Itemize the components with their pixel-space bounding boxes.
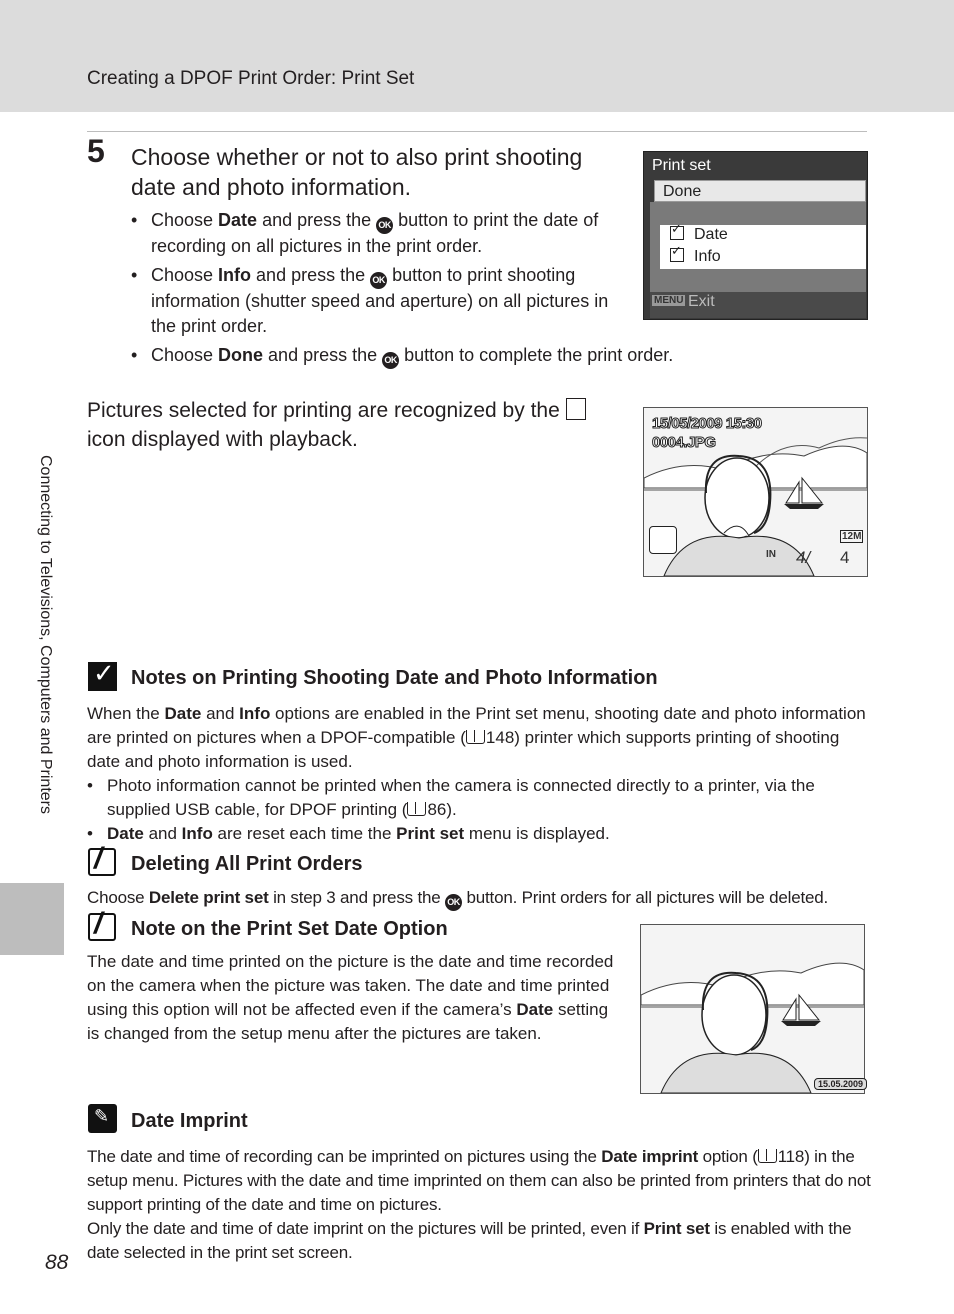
internal-memory-icon: IN	[766, 549, 776, 560]
page-number: 88	[45, 1251, 69, 1274]
camera-print-set-screen	[643, 151, 868, 320]
step-title: Choose whether or not to also print shooting date and photo information.	[131, 144, 583, 200]
step-bullet-info: • Choose Info and press the OK button to print shooting information (shutter speed and aperture) on all pictures in the print order.	[131, 263, 621, 339]
header-rule	[87, 131, 867, 132]
book-reference-icon	[758, 1149, 777, 1163]
playback-counter-total: 4	[840, 548, 850, 567]
print-order-icon	[649, 526, 677, 554]
notes-bullet-reset: • Date and Info are reset each time the Print set menu is displayed.	[87, 822, 867, 846]
pencil-note-icon	[88, 848, 116, 876]
notes-check-icon	[88, 662, 117, 691]
page-header-title: Creating a DPOF Print Order: Print Set	[87, 68, 415, 89]
date-imprint-paragraph-2: Only the date and time of date imprint on the pictures will be printed, even if Print set is enabled with the date selected in the print set screen.	[87, 1219, 852, 1262]
checkbox-checked-icon	[670, 248, 684, 262]
tip-icon	[88, 1104, 117, 1133]
ok-button-icon: OK	[376, 217, 393, 234]
menu-button-icon: MENU	[654, 295, 684, 306]
ok-button-icon: OK	[370, 272, 387, 289]
camera-info-option: ✓Info	[670, 248, 721, 266]
pencil-note-icon	[88, 913, 116, 941]
ok-button-icon: OK	[382, 352, 399, 369]
camera-date-option: ✓Date	[670, 226, 728, 244]
print-order-icon	[566, 398, 586, 420]
date-imprinted-photo	[640, 924, 865, 1094]
playback-counter-current: 4/	[796, 548, 811, 567]
book-reference-icon	[407, 802, 426, 816]
date-photo-illustration	[641, 925, 864, 1093]
chapter-tab	[0, 883, 64, 955]
deleting-heading: Deleting All Print Orders	[131, 853, 363, 875]
date-imprint-badge: 15.05.2009	[814, 1078, 867, 1090]
playback-photo	[643, 407, 868, 577]
notes-paragraph: When the Date and Info options are enabled in the Print set menu, shooting date and photo information are printed on pictures when a DPOF-compatible ( 148) printer which supports printing of shooting date and photo information is used.	[87, 704, 866, 771]
camera-screen-title: Print set	[652, 157, 711, 174]
notes-bullet-usb: • Photo information cannot be printed when the camera is connected directly to a printer, via the supplied USB cable, for DPOF printing ( 86).	[87, 774, 867, 822]
deleting-paragraph: Choose Delete print set in step 3 and press the OK button. Print orders for all pictures will be deleted.	[87, 886, 887, 911]
step-bullet-done: • Choose Done and press the OK button to complete the print order.	[131, 343, 771, 369]
date-imprint-paragraph-1: The date and time of recording can be imprinted on pictures using the Date imprint option ( 118) in the setup menu. Pictures with the date and time imprinted on them can also be printed from printers that do not support printing of the date and time on pictures.	[87, 1147, 871, 1214]
playback-paragraph: Pictures selected for printing are recognized by the icon displayed with playback.	[87, 396, 607, 454]
notes-body	[87, 702, 867, 846]
playback-filename: 0004.JPG	[652, 434, 716, 451]
camera-done-option: Done	[654, 180, 866, 202]
date-option-heading: Note on the Print Set Date Option	[131, 918, 448, 940]
checkbox-checked-icon	[670, 226, 684, 240]
date-imprint-body	[87, 1145, 877, 1265]
sidebar-chapter-label: Connecting to Televisions, Computers and Printers	[37, 455, 54, 814]
playback-datetime: 15/05/2009 15:30	[652, 415, 762, 432]
camera-exit-label: Exit	[688, 293, 715, 310]
notes-heading: Notes on Printing Shooting Date and Photo Information	[131, 667, 658, 689]
header-band	[0, 0, 954, 112]
date-imprint-heading: Date Imprint	[131, 1110, 248, 1132]
image-size-badge: 12M	[842, 531, 862, 542]
ok-button-icon: OK	[445, 894, 462, 911]
book-reference-icon	[466, 730, 485, 744]
step-number: 5	[87, 133, 105, 169]
step-bullet-date: • Choose Date and press the OK button to print the date of recording on all pictures in the print order.	[131, 208, 621, 259]
date-option-paragraph: The date and time printed on the picture is the date and time recorded on the camera when the picture was taken. The date and time printed using this option will not be affected even if the camera’s Date setting is changed from the setup menu after the pictures are taken.	[87, 952, 614, 1043]
